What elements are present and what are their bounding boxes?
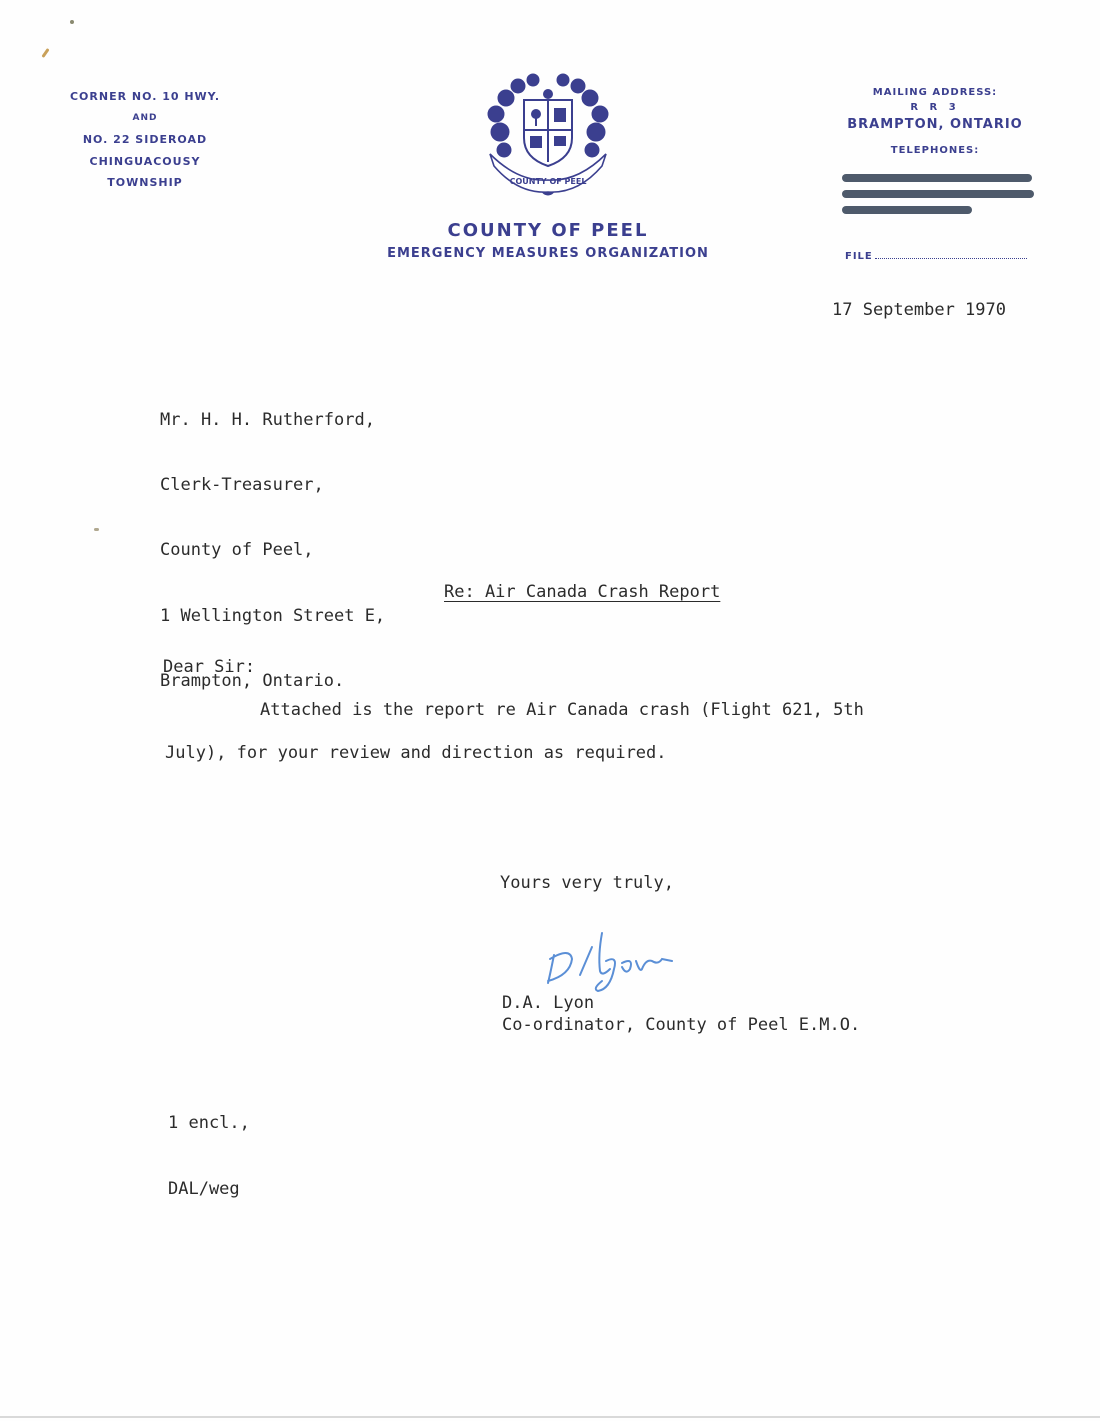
rural-route: R R 3: [910, 102, 960, 113]
enclosure-note: 1 encl.,: [168, 1113, 250, 1133]
paper-speck: [70, 20, 74, 24]
mailing-city: BRAMPTON, ONTARIO: [847, 117, 1023, 132]
signer-title: Co-ordinator, County of Peel E.M.O.: [502, 1015, 861, 1035]
reference-initials: DAL/weg: [168, 1179, 240, 1199]
mailing-address-label: MAILING ADDRESS:: [872, 87, 998, 98]
letter-subject: Re: Air Canada Crash Report: [444, 582, 721, 602]
complimentary-close: Yours very truly,: [500, 873, 674, 893]
scan-edge: [0, 1416, 1100, 1418]
location-line-3: NO. 22 SIDEROAD: [82, 133, 208, 146]
organization-name: COUNTY OF PEEL: [447, 220, 649, 241]
handwritten-signature: [540, 925, 690, 995]
paper-speck: [94, 528, 99, 531]
county-seal-emblem: [478, 70, 618, 200]
seal-ribbon-text: COUNTY OF PEEL: [509, 177, 587, 186]
signer-name: D.A. Lyon: [502, 993, 595, 1013]
redacted-phone-3: [842, 206, 972, 214]
location-line-1: CORNER NO. 10 HWY.: [69, 90, 221, 103]
paper-speck: [41, 48, 49, 58]
salutation: Dear Sir:: [163, 657, 256, 677]
location-line-2: AND: [132, 112, 158, 123]
address-line: County of Peel,: [160, 540, 314, 561]
file-label: FILE: [845, 251, 873, 262]
address-line: Brampton, Ontario.: [160, 671, 345, 692]
letterhead-mailing: [820, 86, 1050, 158]
redacted-phone-2: [842, 190, 1034, 198]
body-line-1: Attached is the report re Air Canada crash (Flight 621, 5th: [260, 700, 864, 720]
address-line: Clerk-Treasurer,: [160, 474, 324, 495]
letterhead-location: [40, 86, 250, 194]
organization-subtitle: EMERGENCY MEASURES ORGANIZATION: [387, 246, 709, 261]
address-line: Mr. H. H. Rutherford,: [160, 409, 375, 430]
telephones-label: TELEPHONES:: [890, 145, 980, 156]
body-line-2: July), for your review and direction as required.: [165, 743, 667, 763]
file-field: [845, 248, 1027, 262]
address-line: 1 Wellington Street E,: [160, 605, 386, 626]
letter-date: 17 September 1970: [832, 300, 1006, 320]
recipient-address: [160, 366, 385, 737]
redacted-phone-1: [842, 174, 1032, 182]
location-line-5: TOWNSHIP: [107, 176, 183, 189]
location-line-4: CHINGUACOUSY: [89, 154, 201, 168]
file-blank-line: [875, 248, 1027, 259]
